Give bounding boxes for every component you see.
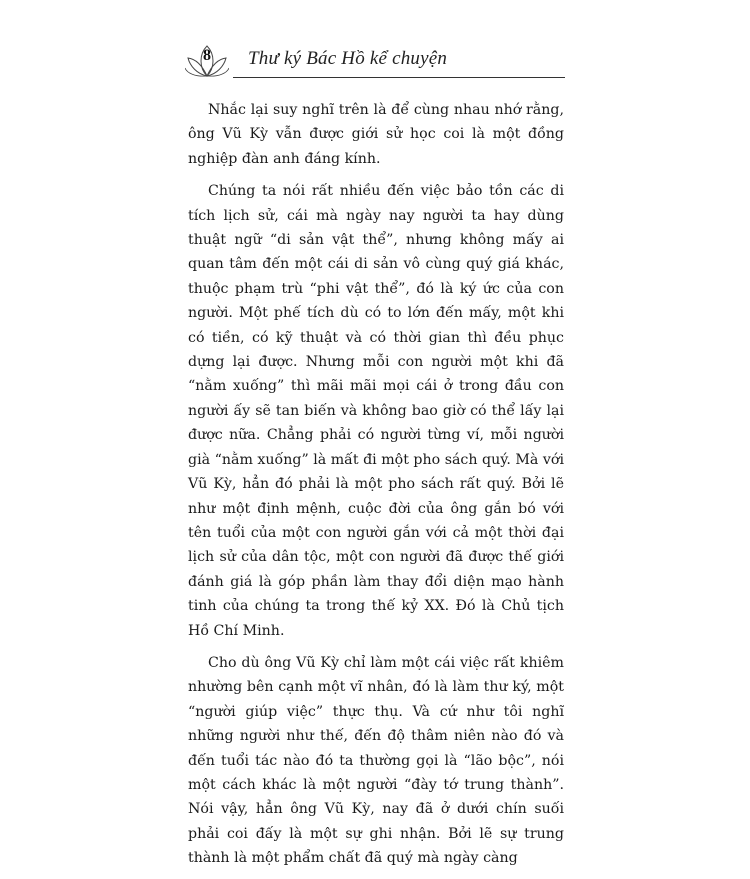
book-title: Thư ký Bác Hồ kể chuyện [248,48,448,69]
page-number: 8 [203,47,211,64]
body-paragraph: Chúng ta nói rất nhiều đến việc bảo tồn các di tích lịch sử, cái mà ngày nay người ta hay dùng thuật ngữ “di sản vật thể”, nhưng không mấy ai quan tâm đến một cái di sản vô cùng quý giá khác, thuộc phạm trù “phi vật thể”, đó là ký ức của con người. Một phế tích dù có to lớn đến mấy, một khi có tiền, có kỹ thuật và có thời gian thì đều phục dựng lại được. Nhưng mỗi con người một khi đã “nằm xuống” thì mãi mãi mọi cái ở trong đầu con người ấy sẽ tan biến và không bao giờ có thể lấy lại được nữa. Chẳng phải có người từng ví, mỗi người già “nằm xuống” là mất đi một pho sách quý. Mà với Vũ Kỳ, hẳn đó phải là một pho sách rất quý. Bởi lẽ như một định mệnh, cuộc đời của ông gắn bó với tên tuổi của một con người gắn với cả một thời đại lịch sử của dân tộc, một con người đã được thế giới đánh giá là góp phần làm thay đổi diện mạo hành tinh của chúng ta trong thế kỷ XX. Đó là Chủ tịch Hồ Chí Minh. [188,183,564,639]
body-paragraph: Cho dù ông Vũ Kỳ chỉ làm một cái việc rất khiêm nhường bên cạnh một vĩ nhân, đó là làm thư ký, một “người giúp việc” thực thụ. Và cứ như tôi nghĩ những người như thế, đến độ thâm niên nào đó và đến tuổi tác nào đó ta thường gọi là “lão bộc”, nói một cách khác là một người “đày tớ trung thành”. Nói vậy, hẳn ông Vũ Kỳ, nay đã ở dưới chín suối phải coi đấy là một sự ghi nhận. Bởi lẽ sự trung thành là một phẩm chất đã quý mà ngày càng [188,654,564,867]
running-header [185,36,565,86]
body-paragraph: Nhắc lại suy nghĩ trên là để cùng nhau nhớ rằng, ông Vũ Kỳ vẫn được giới sử học coi là một đồng nghiệp đàn anh đáng kính. [188,102,564,167]
page-body [188,98,564,879]
header-divider [233,77,565,78]
